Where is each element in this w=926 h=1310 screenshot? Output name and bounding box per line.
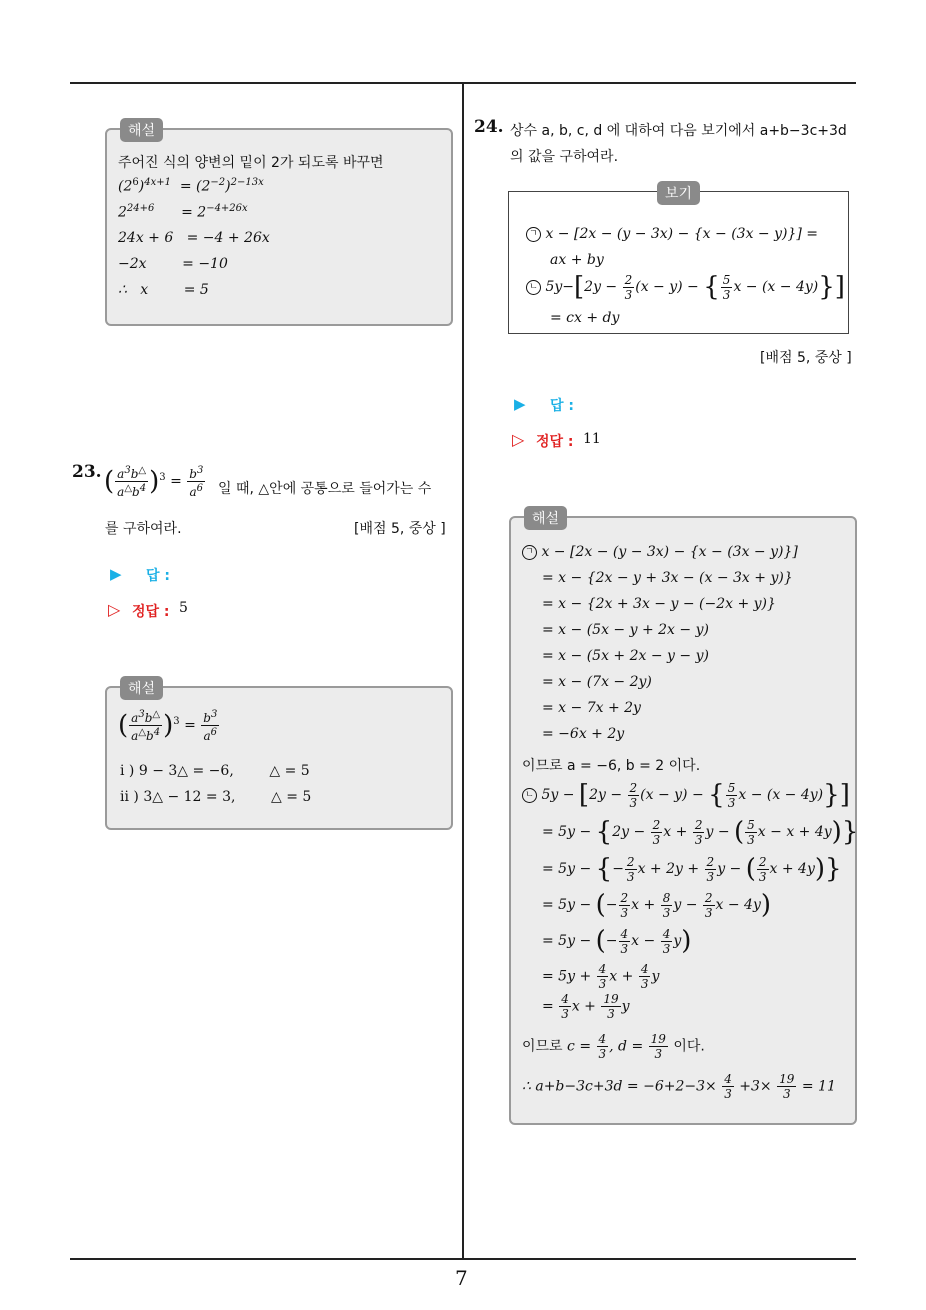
solution-line: = 5y − {2y − $\frac{2}{3}$ x + $\frac{2}{3}$ y − ( $\frac{5}{3}$ x − x + 4y)} bbox=[542, 817, 859, 847]
solution-line: ∴ x = 5 bbox=[118, 282, 209, 298]
solution-line: = x − (7x − 2y) bbox=[542, 674, 652, 690]
answer-arrow-icon: ▶ bbox=[110, 565, 122, 583]
column-divider bbox=[462, 84, 464, 1258]
bogi-item-2: ㄴ 5y−[2y − $\frac{2}{3}$ (x − y) − { $\frac{5}{3}$ x − (x − 4y)}] bbox=[526, 272, 845, 302]
question-number-24: 24. bbox=[474, 117, 504, 137]
page-number: 7 bbox=[455, 1266, 468, 1290]
question-number-23: 23. bbox=[72, 462, 102, 482]
solution-line: = x − {2x − y + 3x − (x − 3x + y)} bbox=[542, 570, 793, 586]
correct-value: 5 bbox=[179, 600, 188, 616]
correct-label: 정답 : bbox=[536, 434, 574, 450]
correct-arrow-icon: ▷ bbox=[512, 430, 525, 449]
solution-line: = x − (5x + 2x − y − y) bbox=[542, 648, 709, 664]
answer-label: 답 : bbox=[146, 568, 170, 584]
question-23-expression: ( $\frac{a^3b^\triangle}{a^\triangle b^4}$ )$^3$ = $\frac{b^3}{a^6}$ bbox=[104, 465, 204, 499]
solution-line: = x − {2x + 3x − y − (−2x + y)} bbox=[542, 596, 776, 612]
question-23-score: [배점 5, 중상 ] bbox=[354, 521, 446, 537]
solution-line: ㄴ 5y − [2y − $\frac{2}{3}$ (x − y) − { $\frac{5}{3}$ x − (x − 4y)}] bbox=[522, 780, 850, 810]
bogi-item-2-cont: = cx + dy bbox=[550, 310, 620, 326]
solution-line: = 5y − (− $\frac{2}{3}$ x + $\frac{8}{3}$ y − $\frac{2}{3}$ x − 4y) bbox=[542, 890, 772, 920]
solution-tag: 해설 bbox=[120, 676, 163, 700]
solution-case: i ) 9 − 3△ = −6, △ = 5 bbox=[120, 763, 310, 779]
solution-intro: 주어진 식의 양변의 밑이 2가 되도록 바꾸면 bbox=[118, 155, 384, 171]
bottom-rule bbox=[70, 1258, 856, 1260]
bogi-item-1: ㄱ x − [2x − (y − 3x) − {x − (3x − y)}] = bbox=[526, 226, 818, 242]
solution-line: = 5y − (− $\frac{4}{3}$ x − $\frac{4}{3}$ y) bbox=[542, 926, 692, 956]
solution-line: 이므로 c = $\frac{4}{3}$ , d = $\frac{19}{3}$ 이다. bbox=[522, 1032, 705, 1061]
solution-line: $(2^6)^{4x+1} = (2^{-2})^{2-13x}$ bbox=[118, 177, 264, 195]
solution-line: = 5y + $\frac{4}{3}$ x + $\frac{4}{3}$ y bbox=[542, 962, 660, 991]
question-23-text-cont: 를 구하여라. bbox=[105, 521, 182, 537]
solution-line: = $\frac{4}{3}$ x + $\frac{19}{3}$ y bbox=[542, 992, 630, 1021]
solution-tag: 해설 bbox=[524, 506, 567, 530]
solution-line: $2^{24+6}$ = $2^{-4+26x}$ bbox=[118, 203, 248, 221]
question-24-text-cont: 의 값을 구하여라. bbox=[510, 149, 619, 165]
correct-value: 11 bbox=[583, 431, 601, 447]
solution-line-text: x − [2x − (y − 3x) − {x − (3x − y)}] bbox=[541, 544, 798, 560]
solution-line: 24x + 6 = −4 + 26x bbox=[118, 230, 270, 246]
solution-line: = −6x + 2y bbox=[542, 726, 625, 742]
answer-arrow-icon: ▶ bbox=[514, 395, 526, 413]
solution-line: ㄱ x − [2x − (y − 3x) − {x − (3x − y)}] bbox=[522, 544, 798, 560]
question-24-text: 상수 a, b, c, d 에 대하여 다음 보기에서 a+b−3c+3d bbox=[510, 123, 847, 139]
solution-case: ii ) 3△ − 12 = 3, △ = 5 bbox=[120, 789, 312, 805]
bogi-tag: 보기 bbox=[657, 181, 700, 205]
solution-line: = 5y − {− $\frac{2}{3}$ x + 2y + $\frac{2}{3}$ y − ( $\frac{2}{3}$ x + 4y)} bbox=[542, 854, 842, 884]
bogi-item-1-cont: ax + by bbox=[550, 252, 604, 268]
correct-arrow-icon: ▷ bbox=[108, 600, 121, 619]
solution-conclusion: ∴ a+b−3c+3d = −6+2−3× $\frac{4}{3}$ +3× $\frac{19}{3}$ = 11 bbox=[522, 1072, 836, 1101]
solution-line: = x − (5x − y + 2x − y) bbox=[542, 622, 709, 638]
bogi-item-1-text: x − [2x − (y − 3x) − {x − (3x − y)}] = bbox=[545, 226, 819, 242]
question-24-score: [배점 5, 중상 ] bbox=[760, 350, 852, 366]
solution-line: −2x = −10 bbox=[118, 256, 228, 272]
solution-line: 이므로 a = −6, b = 2 이다. bbox=[522, 758, 701, 774]
solution-line: = x − 7x + 2y bbox=[542, 700, 641, 716]
solution-tag: 해설 bbox=[120, 118, 163, 142]
correct-label: 정답 : bbox=[132, 604, 170, 620]
answer-label: 답 : bbox=[550, 398, 574, 414]
question-23-text: 일 때, △안에 공통으로 들어가는 수 bbox=[218, 481, 432, 497]
solution-expression: ( $\frac{a^3b^\triangle}{a^\triangle b^4}$ )$^3$ = $\frac{b^3}{a^6}$ bbox=[118, 709, 218, 743]
